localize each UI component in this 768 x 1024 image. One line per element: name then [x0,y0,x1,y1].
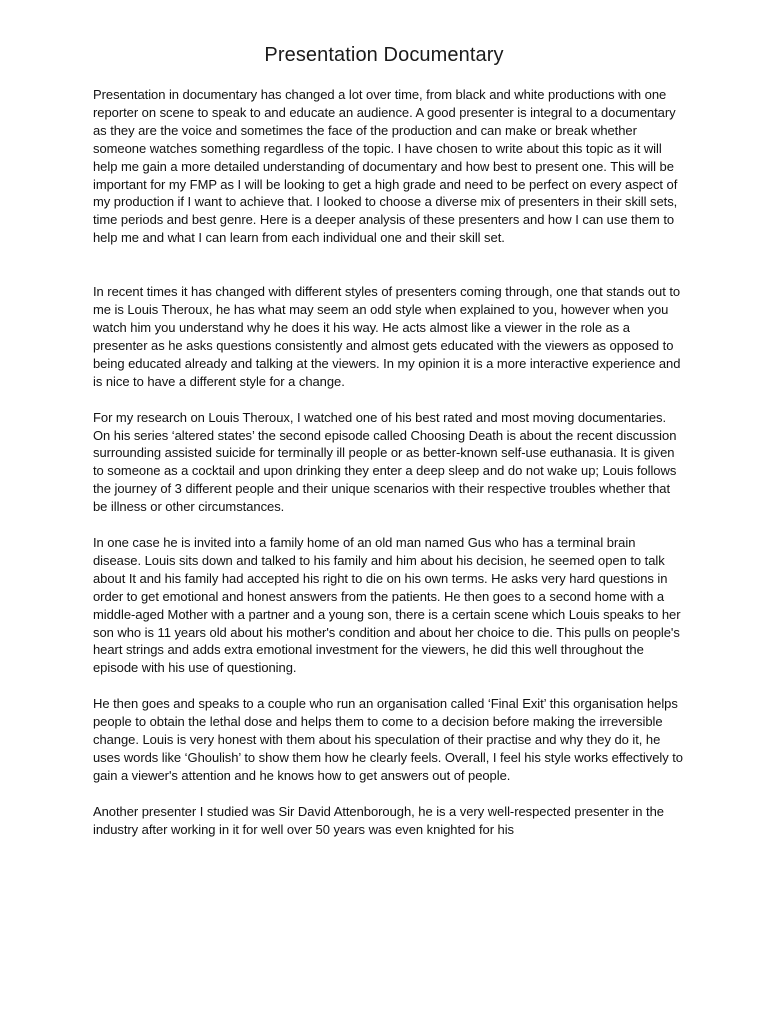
paragraph-final-exit: He then goes and speaks to a couple who run an organisation called ‘Final Exit’ this organisation helps people to obtain the lethal dose and helps them to come to a decision before making the irreversible change. Louis is very honest with them about his speculation of their practise and why they do it, he uses words like ‘Ghoulish’ to show them how he clearly feels. Overall, I feel his style works effectively to gain a viewer's attention and he knows how to get answers out of people. [93,696,683,783]
document-body [93,86,683,839]
paragraph-choosing-death: For my research on Louis Theroux, I watched one of his best rated and most moving documentaries. On his series ‘altered states’ the second episode called Choosing Death is about the recent discussion surrounding assisted suicide for terminally ill people or as better-known self-use euthanasia. It is given to someone as a cocktail and upon drinking they enter a deep sleep and do not wake up; Louis follows the journey of 3 different people and their unique scenarios with their respective troubles whether that be illness or other circumstances. [93,409,677,515]
document-title: Presentation Documentary [264,44,504,66]
paragraph-spacer [93,391,683,409]
paragraph-spacer [93,677,683,695]
paragraph-spacer [93,516,683,534]
paragraph-intro: Presentation in documentary has changed a lot over time, from black and white productions with one reporter on scene to speak to and educate an audience. A good presenter is integral to a documentary as they are the voice and sometimes the face of the production and can make or break whether someone watches something regardless of the topic. I have chosen to write about this topic as it will help me gain a more detailed understanding of documentary and how best to present one. This will be important for my FMP as I will be looking to get a high grade and need to be perfect on every aspect of my production if I want to achieve that. I looked to choose a diverse mix of presenters in their skill sets, time periods and best genre. Here is a deeper analysis of these presenters and how I can use them to help me and what I can learn from each individual one and their skill set. [93,87,678,246]
paragraph-louis-theroux-style: In recent times it has changed with different styles of presenters coming through, one that stands out to me is Louis Theroux, he has what may seem an odd style when explained to you, however when you watch him you understand why he does it his way. He acts almost like a viewer in the role as a presenter as he asks questions consistently and almost gets educated with the viewers as opposed to being educated already and talking at the viewers. In my opinion it is a more interactive experience and is nice to have a different style for a change. [93,284,681,389]
paragraph-spacer [93,247,683,283]
paragraph-attenborough: Another presenter I studied was Sir David Attenborough, he is a very well-respected presenter in the industry after working in it for well over 50 years was even knighted for his [93,803,664,837]
paragraph-spacer [93,785,683,803]
paragraph-gus-case: In one case he is invited into a family home of an old man named Gus who has a terminal brain disease. Louis sits down and talked to his family and him about his decision, he seemed open to talk about It and his family had accepted his right to die on his own terms. He asks very hard questions in order to get emotional and honest answers from the patients. He then goes to a second home with a middle-aged Mother with a partner and a young son, there is a certain scene which Louis speaks to her son who is 11 years old about his mother's condition and about her choice to die. This pulls on people's heart strings and adds extra emotional investment for the viewers, he did this well throughout the episode with his use of questioning. [93,535,681,676]
